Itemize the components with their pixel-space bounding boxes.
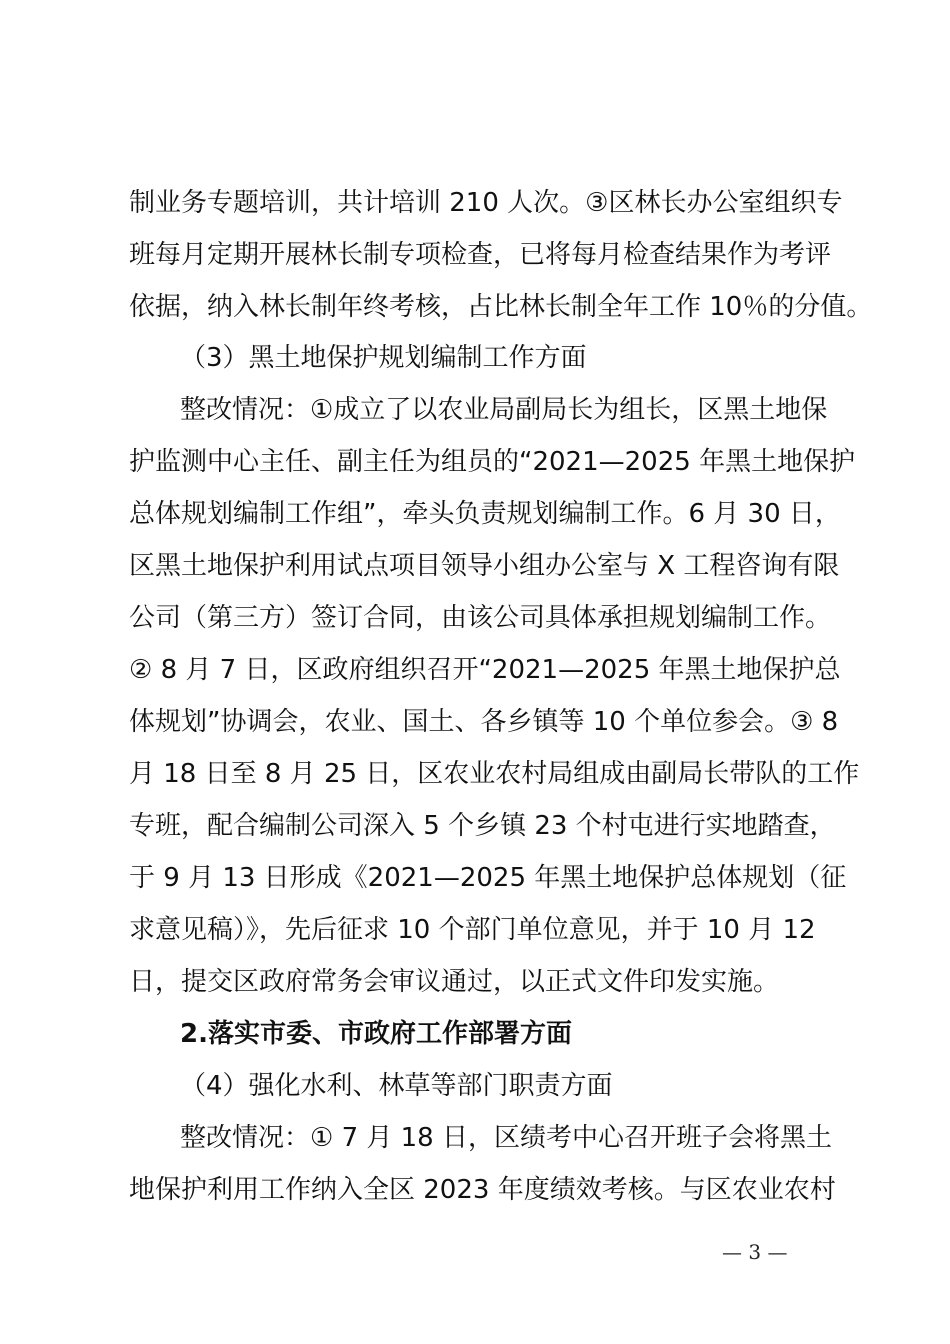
paragraph-line: 班每月定期开展林长制专项检查，已将每月检查结果作为考评 xyxy=(129,240,832,270)
paragraph-line: 整改情况：① 7 月 18 日，区绩考中心召开班子会将黑土 xyxy=(180,1123,832,1153)
paragraph-line: 月 18 日至 8 月 25 日，区农业农村局组成由副局长带队的工作 xyxy=(129,759,860,789)
paragraph-line: 于 9 月 13 日形成《2021—2025 年黑土地保护总体规划（征 xyxy=(129,863,847,893)
paragraph-line: 专班，配合编制公司深入 5 个乡镇 23 个村屯进行实地踏查， xyxy=(129,811,836,841)
paragraph-line: 区黑土地保护利用试点项目领导小组办公室与 X 工程咨询有限 xyxy=(129,551,840,581)
paragraph-line: ② 8 月 7 日，区政府组织召开“2021—2025 年黑土地保护总 xyxy=(129,655,841,685)
paragraph-line: 求意见稿）》，先后征求 10 个部门单位意见，并于 10 月 12 xyxy=(129,915,816,945)
page-number: — 3 — xyxy=(722,1240,788,1264)
section-heading-bold: 2.落实市委、市政府工作部署方面 xyxy=(180,1019,572,1049)
paragraph-line: 日，提交区政府常务会审议通过，以正式文件印发实施。 xyxy=(129,967,780,997)
section-heading: （3）黑土地保护规划编制工作方面 xyxy=(180,343,587,373)
paragraph-line: 总体规划编制工作组”，牵头负责规划编制工作。6 月 30 日， xyxy=(129,499,841,529)
paragraph-line: 制业务专题培训，共计培训 210 人次。③区林长办公室组织专 xyxy=(129,188,843,218)
paragraph-line: 体规划”协调会，农业、国土、各乡镇等 10 个单位参会。③ 8 xyxy=(129,707,839,737)
paragraph-line: 依据，纳入林长制年终考核，占比林长制全年工作 10％的分值。 xyxy=(129,292,873,322)
section-heading: （4）强化水利、林草等部门职责方面 xyxy=(180,1071,613,1101)
paragraph-line: 地保护利用工作纳入全区 2023 年度绩效考核。与区农业农村 xyxy=(129,1175,836,1205)
paragraph-line: 公司（第三方）签订合同，由该公司具体承担规划编制工作。 xyxy=(129,603,832,633)
paragraph-line: 护监测中心主任、副主任为组员的“2021—2025 年黑土地保护 xyxy=(129,447,856,477)
paragraph-line: 整改情况：①成立了以农业局副局长为组长，区黑土地保 xyxy=(180,395,828,425)
